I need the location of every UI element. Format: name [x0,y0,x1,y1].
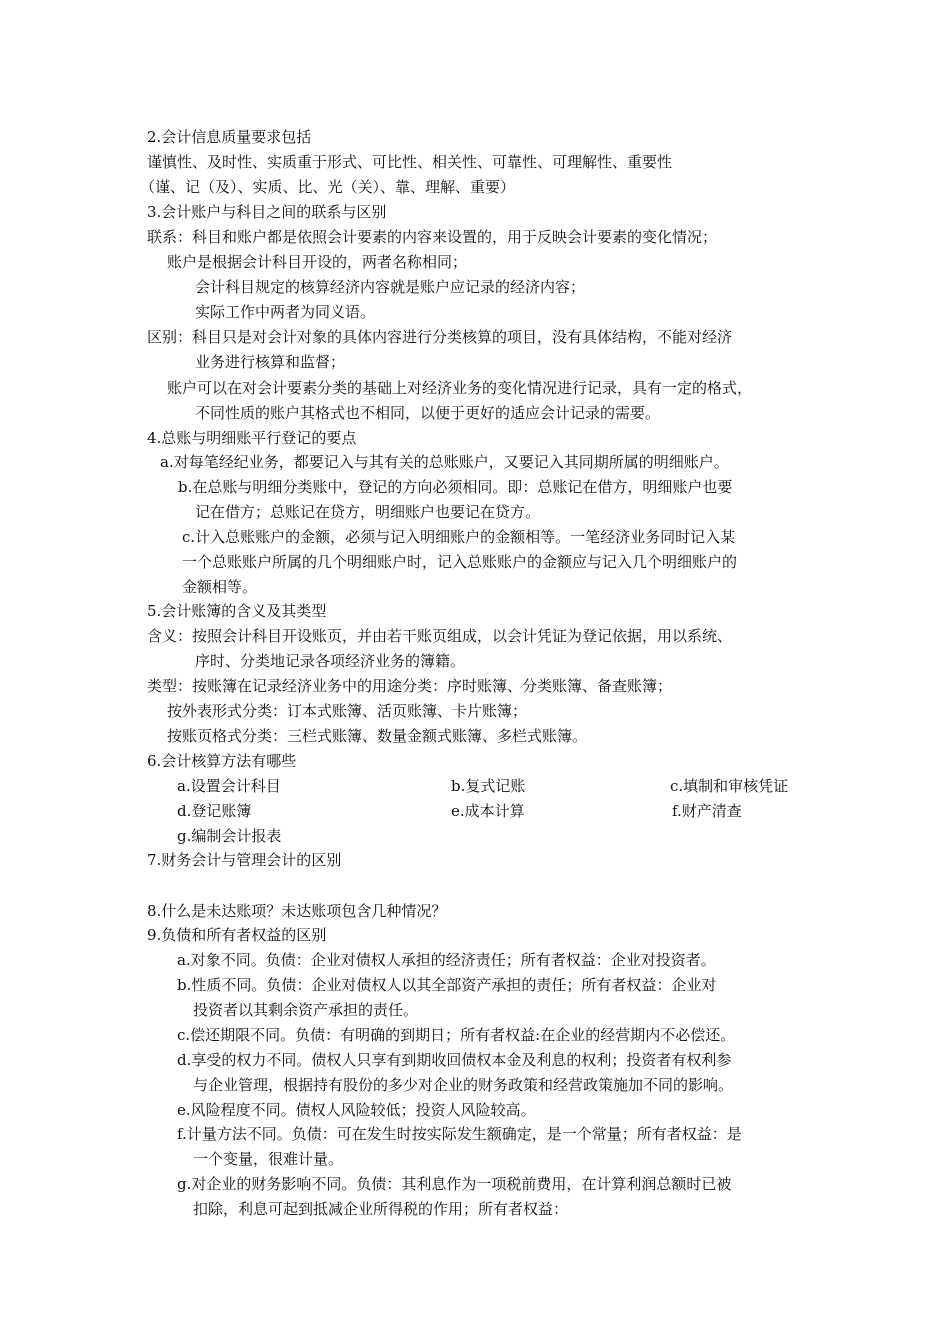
list-item: c.偿还期限不同。负债：有明确的到期日；所有者权益:在企业的经营期内不必偿还。 [177,1026,736,1044]
heading-3: 3.会计账户与科目之间的联系与区别 [147,203,387,221]
text-line: 含义：按照会计科目开设账页，并由若干账页组成，以会计凭证为登记依据，用以系统、 [147,627,733,645]
list-item: d.享受的权力不同。债权人只享有到期收回债权本金及利息的权利；投资者有权利参 [177,1051,732,1069]
text-line: 一个变量，很难计量。 [193,1150,344,1168]
text-line: 不同性质的账户其格式也不相同，以便于更好的适应会计记录的需要。 [195,404,661,422]
text-line: 一个总账账户所属的几个明细账户时，记入总账账户的金额应与记入几个明细账户的 [182,553,738,571]
text-line: 扣除，利息可起到抵减企业所得税的作用；所有者权益： [193,1200,569,1218]
list-item: d.登记账簿 [177,802,252,820]
text-line: 投资者以其剩余资产承担的责任。 [193,1001,419,1019]
text-line: （谨、记（及）、实质、比、光（关）、靠、理解、重要） [140,178,516,196]
text-line: 按外表形式分类：订本式账簿、活页账簿、卡片账簿； [167,702,528,720]
list-item: g.对企业的财务影响不同。负债：其利息作为一项税前费用，在计算利润总额时已被 [177,1175,732,1193]
text-line: 联系：科目和账户都是依照会计要素的内容来设置的，用于反映会计要素的变化情况； [147,228,718,246]
list-item: f.财产清查 [672,802,742,820]
list-item: a.对象不同。负债：企业对债权人承担的经济责任；所有者权益：企业对投资者。 [177,951,716,969]
list-item: f.计量方法不同。负债：可在发生时按实际发生额确定，是一个常量；所有者权益：是 [177,1125,742,1143]
list-item: b.复式记账 [451,777,526,795]
list-item: c.计入总账账户的金额，必须与记入明细账户的金额相等。一笔经济业务同时记入某 [182,528,736,546]
list-item: e.风险程度不同。债权人风险较低；投资人风险较高。 [177,1101,536,1119]
list-item: b.在总账与明细分类账中，登记的方向必须相同。即：总账记在借方，明细账户也要 [178,478,733,496]
text-line: 记在借方；总账记在贷方，明细账户也要记在贷方。 [195,503,541,521]
text-line: 业务进行核算和监督； [195,353,346,371]
heading-9: 9.负债和所有者权益的区别 [147,926,327,944]
text-line: 区别：科目只是对会计对象的具体内容进行分类核算的项目，没有具体结构，不能对经济 [147,328,733,346]
heading-5: 5.会计账簿的含义及其类型 [147,602,327,620]
text-line: 金额相等。 [182,578,258,596]
text-line: 类型：按账簿在记录经济业务中的用途分类：序时账簿、分类账簿、备查账簿； [147,677,673,695]
text-line: 会计科目规定的核算经济内容就是账户应记录的经济内容； [195,278,586,296]
text-line: 按账页格式分类：三栏式账簿、数量金额式账簿、多栏式账簿。 [167,727,588,745]
text-line: 序时、分类地记录各项经济业务的簿籍。 [195,652,466,670]
heading-7: 7.财务会计与管理会计的区别 [147,851,342,869]
text-line: 账户可以在对会计要素分类的基础上对经济业务的变化情况进行记录，具有一定的格式， [167,379,753,397]
list-item: a.设置会计科目 [177,777,281,795]
list-item: c.填制和审核凭证 [670,777,789,795]
text-line: 账户是根据会计科目开设的，两者名称相同； [167,253,468,271]
heading-8: 8.什么是未达账项？未达账项包含几种情况？ [147,902,447,920]
text-line: 与企业管理，根据持有股份的多少对企业的财务政策和经营政策施加不同的影响。 [193,1076,734,1094]
list-item: g.编制会计报表 [177,827,282,845]
list-item: a.对每笔经纪业务，都要记入与其有关的总账账户，又要记入其同期所属的明细账户。 [160,453,729,471]
heading-4: 4.总账与明细账平行登记的要点 [147,429,357,447]
list-item: b.性质不同。负债：企业对债权人以其全部资产承担的责任；所有者权益：企业对 [177,976,717,994]
text-line: 谨慎性、及时性、实质重于形式、可比性、相关性、可靠性、可理解性、重要性 [147,153,673,171]
heading-2: 2.会计信息质量要求包括 [147,128,312,146]
text-line: 实际工作中两者为同义语。 [195,303,376,321]
list-item: e.成本计算 [451,802,525,820]
heading-6: 6.会计核算方法有哪些 [147,752,297,770]
